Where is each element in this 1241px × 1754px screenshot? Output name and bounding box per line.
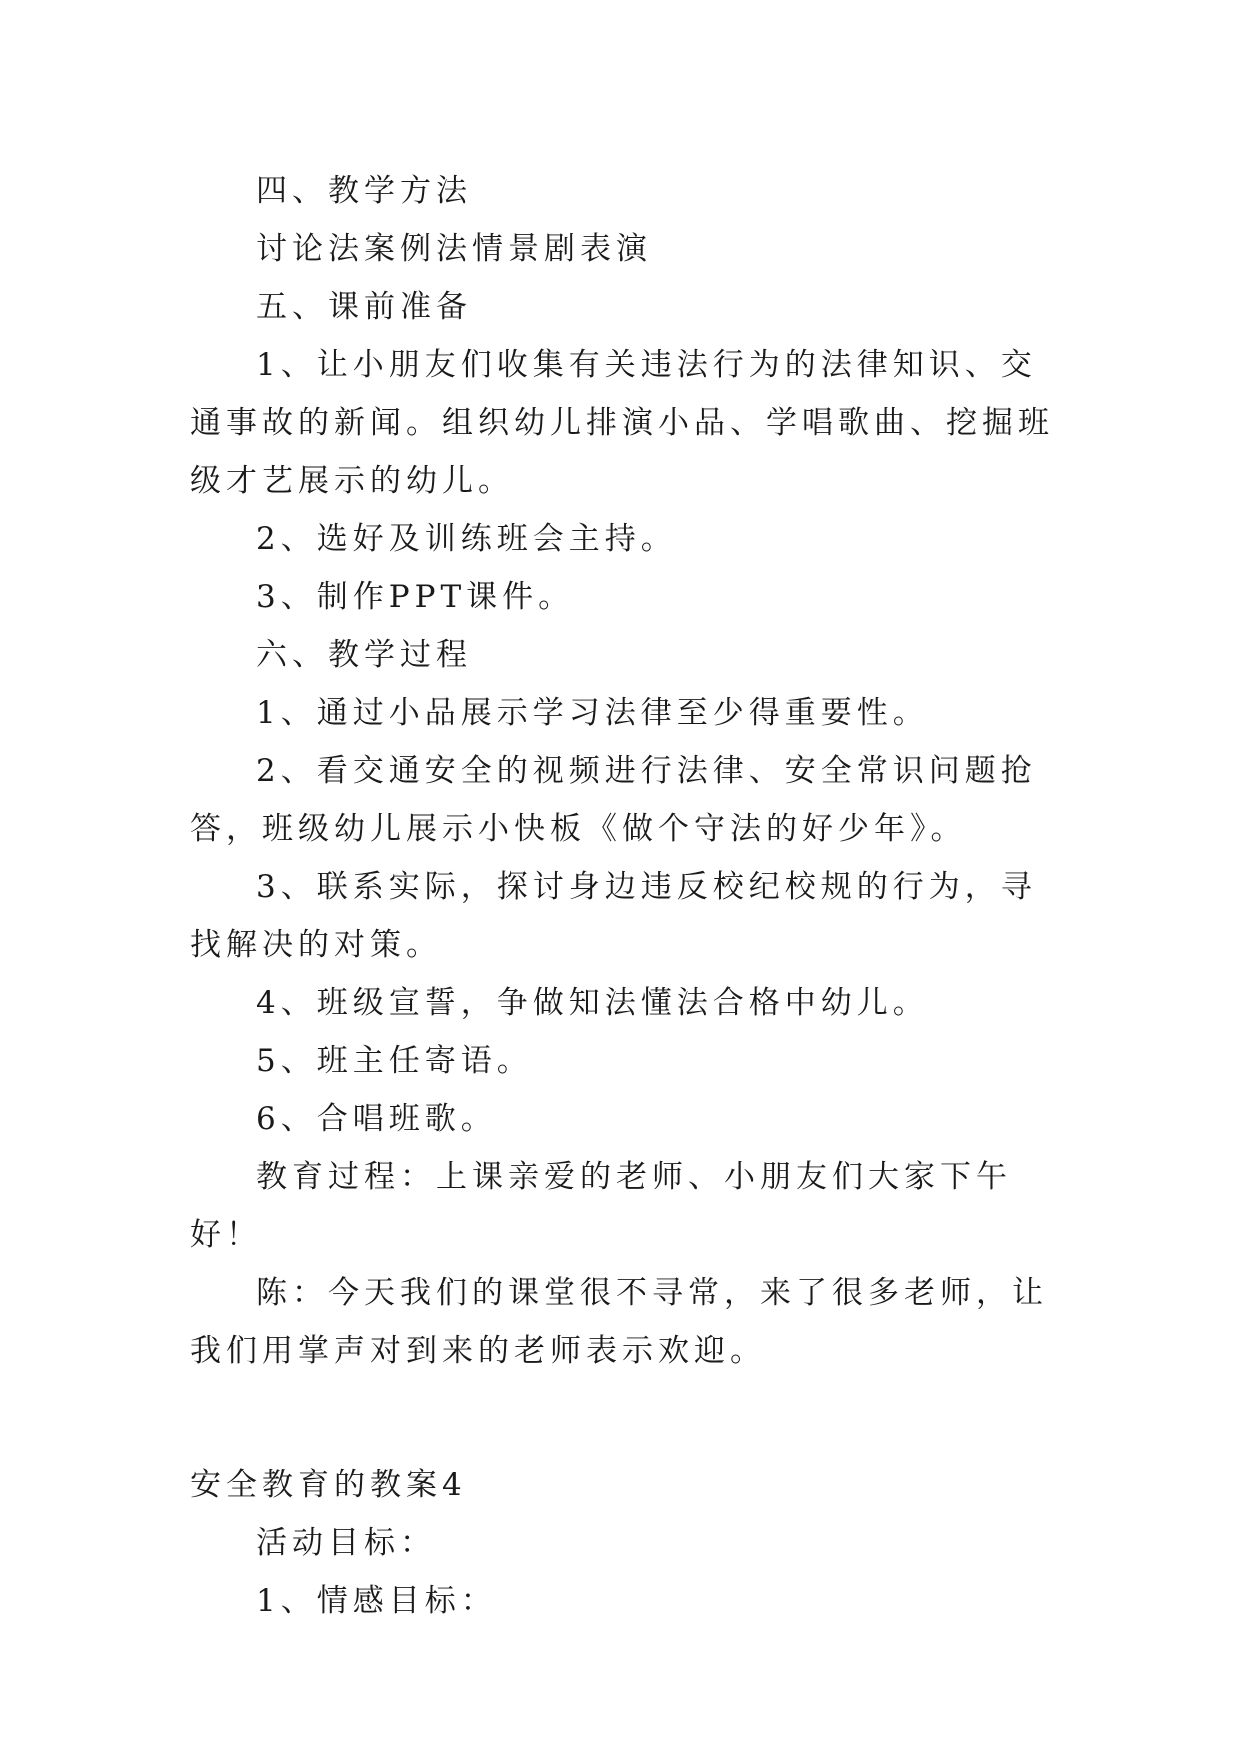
paragraph-process-4: 4、班级宣誓，争做知法懂法合格中幼儿。 (256, 985, 929, 1021)
paragraph-education-process: 教育过程：上课亲爱的老师、小朋友们大家下午好！ (190, 1159, 1012, 1253)
paragraph-chen-welcome: 陈：今天我们的课堂很不寻常，来了很多老师，让我们用掌声对到来的老师表示欢迎。 (190, 1275, 1048, 1369)
paragraph-prep-1: 1、让小朋友们收集有关违法行为的法律知识、交通事故的新闻。组织幼儿排演小品、学唱歌曲、挖掘班级才艺展示的幼儿。 (190, 347, 1054, 499)
section-title: 安全教育的教案4 (190, 1467, 467, 1503)
section-heading-process: 六、教学过程 (256, 637, 472, 673)
paragraph-process-5: 5、班主任寄语。 (256, 1043, 533, 1079)
paragraph-activity-goals: 活动目标： (256, 1525, 436, 1561)
paragraph-methods: 讨论法案例法情景剧表演 (256, 231, 652, 267)
paragraph-process-6: 6、合唱班歌。 (256, 1101, 497, 1137)
paragraph-process-3: 3、联系实际，探讨身边违反校纪校规的行为，寻找解决的对策。 (190, 869, 1037, 963)
paragraph-emotional-goal: 1、情感目标： (256, 1583, 497, 1619)
paragraph-prep-3: 3、制作PPT课件。 (256, 579, 575, 615)
paragraph-process-1: 1、通过小品展示学习法律至少得重要性。 (256, 695, 929, 731)
section-heading-teaching-method: 四、教学方法 (256, 173, 472, 209)
document-body (190, 162, 1060, 1630)
paragraph-process-2: 2、看交通安全的视频进行法律、安全常识问题抢答，班级幼儿展示小快板《做个守法的好少年》。 (190, 753, 1037, 847)
paragraph-prep-2: 2、选好及训练班会主持。 (256, 521, 677, 557)
section-heading-preparation: 五、课前准备 (256, 289, 472, 325)
